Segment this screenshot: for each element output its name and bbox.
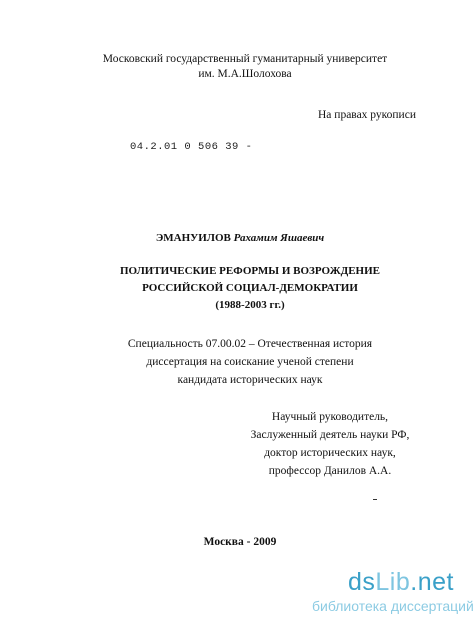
author-name — [100, 231, 380, 245]
dissertation-title-line-2: РОССИЙСКОЙ СОЦИАЛ-ДЕМОКРАТИИ — [142, 282, 358, 294]
degree-purpose-line: диссертация на соискание ученой степени — [146, 356, 354, 368]
manuscript-note: На правах рукописи — [318, 109, 416, 121]
author-surname: ЭМАНУИЛОВ — [155, 232, 231, 244]
university-name: Московский государственный гуманитарный университет — [102, 53, 388, 65]
stamp-code-prefix: 04.2.01 — [130, 141, 178, 153]
supervisor-name: профессор Данилов А.А. — [268, 465, 392, 477]
pen-mark — [373, 499, 377, 500]
dissertation-title-line-1: ПОЛИТИЧЕСКИЕ РЕФОРМЫ И ВОЗРОЖДЕНИЕ — [120, 265, 380, 277]
supervisor-heading: Научный руководитель, — [271, 411, 389, 423]
watermark-logo — [348, 568, 454, 596]
supervisor-degree: доктор исторических наук, — [264, 447, 396, 459]
stamp-code-number: 0 506 39 - — [184, 141, 253, 153]
watermark-logo-lib: Lib — [375, 568, 411, 596]
watermark — [312, 568, 474, 616]
specialty-line: Специальность 07.00.02 – Отечественная история — [127, 338, 373, 350]
dissertation-title-years: (1988-2003 гг.) — [215, 299, 285, 311]
city-and-year: Москва - 2009 — [203, 536, 277, 548]
university-named-after: им. М.А.Шолохова — [198, 68, 292, 80]
degree-name-line: кандидата исторических наук — [177, 374, 323, 386]
watermark-logo-ds: ds — [348, 568, 376, 596]
author-given-names: Рахамим Яшаевич — [233, 232, 325, 244]
watermark-logo-net: .net — [410, 568, 454, 596]
archive-stamp — [130, 140, 252, 154]
watermark-subtitle: библиотека диссертаций — [312, 598, 474, 614]
supervisor-honor: Заслуженный деятель науки РФ, — [250, 429, 410, 441]
